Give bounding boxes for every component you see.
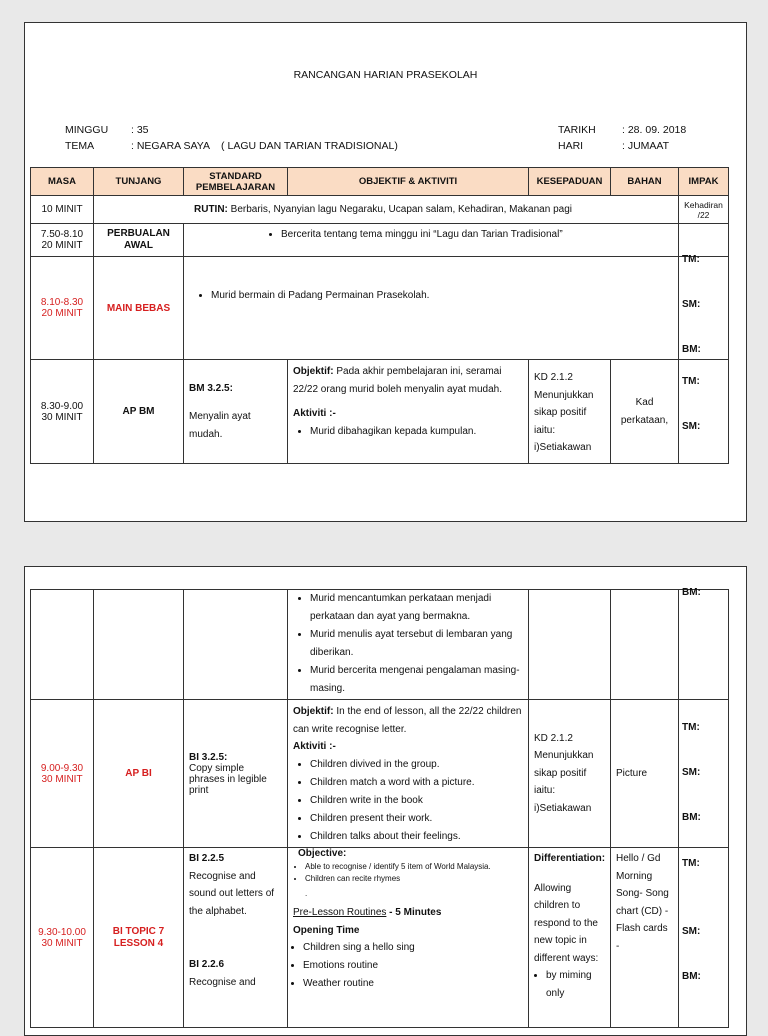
header-standard: STANDARD PEMBELAJARAN bbox=[184, 168, 288, 196]
table-row bbox=[31, 700, 729, 848]
bm-label: BM: bbox=[682, 344, 701, 355]
list-item: • Children present their work. bbox=[310, 810, 523, 828]
kesepaduan-cell: KD 2.1.2 Menunjukkan sikap positif iaitu: i)Setiakawan bbox=[529, 700, 611, 848]
sm-label: SM: bbox=[682, 926, 701, 937]
list-item: • Weather routine bbox=[303, 975, 523, 993]
kesepaduan-cell bbox=[529, 590, 611, 700]
rutin-label: RUTIN: bbox=[194, 204, 228, 215]
standard-cell bbox=[184, 360, 288, 464]
tema-value: : NEGARA SAYA ( LAGU DAN TARIAN TRADISIONAL) bbox=[131, 140, 398, 152]
masa-cell: 8.10-8.30 20 MINIT bbox=[31, 257, 94, 360]
plan-table-1 bbox=[30, 167, 729, 464]
tema-label: TEMA bbox=[65, 140, 95, 152]
impak-cell bbox=[679, 587, 729, 700]
list-item: • Children match a word with a picture. bbox=[310, 774, 523, 792]
hari-value: : JUMAAT bbox=[622, 140, 670, 152]
standard-cell bbox=[184, 590, 288, 700]
differentiation-label: Differentiation: bbox=[534, 853, 606, 864]
sp-text: Menyalin ayat mudah. bbox=[189, 411, 251, 440]
kehadiran-cell: Kehadiran /22 bbox=[679, 196, 729, 224]
dot-text: . bbox=[305, 889, 308, 898]
minggu-value: : 35 bbox=[131, 124, 149, 136]
bm-label: BM: bbox=[682, 812, 701, 823]
sp-text: Recognise and sound out letters of the alphabet. bbox=[189, 870, 275, 917]
list-item: • Murid mencantumkan perkataan menjadi perkataan dan ayat yang bermakna. bbox=[310, 590, 523, 626]
sm-label: SM: bbox=[682, 421, 701, 432]
list-item: • Children divived in the group. bbox=[310, 756, 523, 774]
hari-label: HARI bbox=[558, 140, 584, 152]
minggu-label: MINGGU bbox=[65, 124, 109, 136]
aktiviti-label: Aktiviti :- bbox=[293, 741, 336, 752]
list-item: • Murid dibahagikan kepada kumpulan. bbox=[310, 423, 523, 441]
bahan-cell: Picture bbox=[611, 700, 679, 848]
sm-label: SM: bbox=[682, 299, 701, 310]
objektif-cell bbox=[288, 700, 529, 848]
masa-cell: 7.50-8.10 20 MINIT bbox=[31, 224, 94, 257]
header-kesepaduan: KESEPADUAN bbox=[529, 168, 611, 196]
header-bahan: BAHAN bbox=[611, 168, 679, 196]
aktiviti-cell bbox=[184, 224, 679, 257]
table-row bbox=[31, 196, 729, 224]
sp-code: BI 3.2.5: bbox=[189, 751, 228, 763]
prelesson-label: Pre-Lesson Routines bbox=[293, 907, 387, 918]
objective-cell bbox=[288, 848, 529, 1028]
aktiviti-cell bbox=[184, 257, 679, 360]
masa-cell: 9.30-10.00 30 MINIT bbox=[31, 848, 94, 1028]
bahan-cell bbox=[611, 590, 679, 700]
list-item: • Children can recite rhymes bbox=[305, 873, 523, 885]
list-item: • Children sing a hello sing bbox=[303, 939, 523, 957]
list-item: • Children talks about their feelings. bbox=[310, 828, 523, 846]
aktiviti-cell bbox=[288, 590, 529, 700]
list-item: • Emotions routine bbox=[303, 957, 523, 975]
differentiation-text: Allowing children to respond to the new topic in different ways: bbox=[534, 882, 599, 964]
impak-cell bbox=[679, 848, 729, 1028]
table-row bbox=[31, 848, 729, 1028]
masa-cell: 9.00-9.30 30 MINIT bbox=[31, 700, 94, 848]
bm-label: BM: bbox=[682, 587, 701, 598]
header-impak: IMPAK bbox=[679, 168, 729, 196]
prelesson-time: - 5 Minutes bbox=[386, 907, 442, 918]
header-masa: MASA bbox=[31, 168, 94, 196]
list-item: • Murid bermain di Padang Permainan Prasekolah. bbox=[211, 287, 673, 305]
standard-cell bbox=[184, 848, 288, 1028]
header-tunjang: TUNJANG bbox=[94, 168, 184, 196]
objektif-text: Pada akhir pembelajaran ini, seramai 22/22 orang murid boleh menyalin ayat mudah. bbox=[293, 366, 503, 395]
masa-cell: 8.30-9.00 30 MINIT bbox=[31, 360, 94, 464]
impak-cell bbox=[679, 360, 729, 464]
tarikh-label: TARIKH bbox=[558, 124, 596, 136]
objektif-label: Objektif: bbox=[293, 706, 334, 717]
tarikh-value: : 28. 09. 2018 bbox=[622, 124, 687, 136]
list-item: • Children write in the book bbox=[310, 792, 523, 810]
bahan-cell: Hello / Gd Morning Song- Song chart (CD) - Flash cards - bbox=[611, 848, 679, 1028]
list-item: • Murid bercerita mengenai pengalaman masing-masing. bbox=[310, 662, 523, 698]
sp-code: BI 2.2.5 bbox=[189, 853, 225, 864]
table-row bbox=[31, 224, 729, 257]
tunjang-cell bbox=[94, 590, 184, 700]
table-row bbox=[31, 590, 729, 700]
rutin-cell bbox=[94, 196, 679, 224]
table-row bbox=[31, 360, 729, 464]
objective-label: Objective: bbox=[298, 848, 347, 859]
page-2 bbox=[24, 566, 747, 1036]
objektif-text: In the end of lesson, all the 22/22 children can write recognise letter. bbox=[293, 706, 522, 735]
opening-label: Opening Time bbox=[293, 924, 360, 936]
standard-cell bbox=[184, 700, 288, 848]
list-item: • Able to recognise / identify 5 item of World Malaysia. bbox=[305, 861, 523, 873]
page-title: RANCANGAN HARIAN PRASEKOLAH bbox=[293, 69, 478, 81]
impak-cell bbox=[679, 224, 729, 257]
impak-cell bbox=[679, 254, 729, 360]
tm-label: TM: bbox=[682, 376, 700, 387]
bm-label: BM: bbox=[682, 971, 701, 982]
header-objektif: OBJEKTIF & AKTIVITI bbox=[288, 168, 529, 196]
sp-code: BM 3.2.5: bbox=[189, 382, 233, 394]
tunjang-cell: AP BM bbox=[94, 360, 184, 464]
plan-table-2 bbox=[30, 589, 729, 1028]
masa-cell: 10 MINIT bbox=[31, 196, 94, 224]
sm-label: SM: bbox=[682, 767, 701, 778]
list-item: • Bercerita tentang tema minggu ini “Lagu dan Tarian Tradisional” bbox=[281, 226, 673, 244]
rutin-text: Berbaris, Nyanyian lagu Negaraku, Ucapan salam, Kehadiran, Makanan pagi bbox=[227, 204, 572, 215]
tunjang-cell: AP BI bbox=[94, 700, 184, 848]
sp-code: BI 2.2.6 bbox=[189, 959, 225, 970]
kesepaduan-cell bbox=[529, 848, 611, 1028]
bahan-cell: Kad perkataan, bbox=[611, 360, 679, 464]
tunjang-cell: BI TOPIC 7 LESSON 4 bbox=[94, 848, 184, 1028]
tunjang-cell: MAIN BEBAS bbox=[94, 257, 184, 360]
tm-label: TM: bbox=[682, 722, 700, 733]
impak-cell bbox=[679, 700, 729, 848]
page-1 bbox=[24, 22, 747, 522]
masa-cell bbox=[31, 590, 94, 700]
aktiviti-label: Aktiviti :- bbox=[293, 408, 336, 419]
tm-label: TM: bbox=[682, 858, 700, 869]
objektif-label: Objektif: bbox=[293, 366, 334, 377]
objektif-cell bbox=[288, 360, 529, 464]
sp-text: Recognise and bbox=[189, 976, 256, 988]
table-row bbox=[31, 257, 729, 360]
tm-label: TM: bbox=[682, 254, 700, 265]
sp-text: Copy simple phrases in legible print bbox=[189, 762, 267, 796]
list-item: • by miming only bbox=[546, 967, 605, 1003]
tunjang-cell: PERBUALAN AWAL bbox=[94, 224, 184, 257]
kesepaduan-cell: KD 2.1.2 Menunjukkan sikap positif iaitu: i)Setiakawan bbox=[529, 360, 611, 464]
list-item: • Murid menulis ayat tersebut di lembaran yang diberikan. bbox=[310, 626, 523, 662]
